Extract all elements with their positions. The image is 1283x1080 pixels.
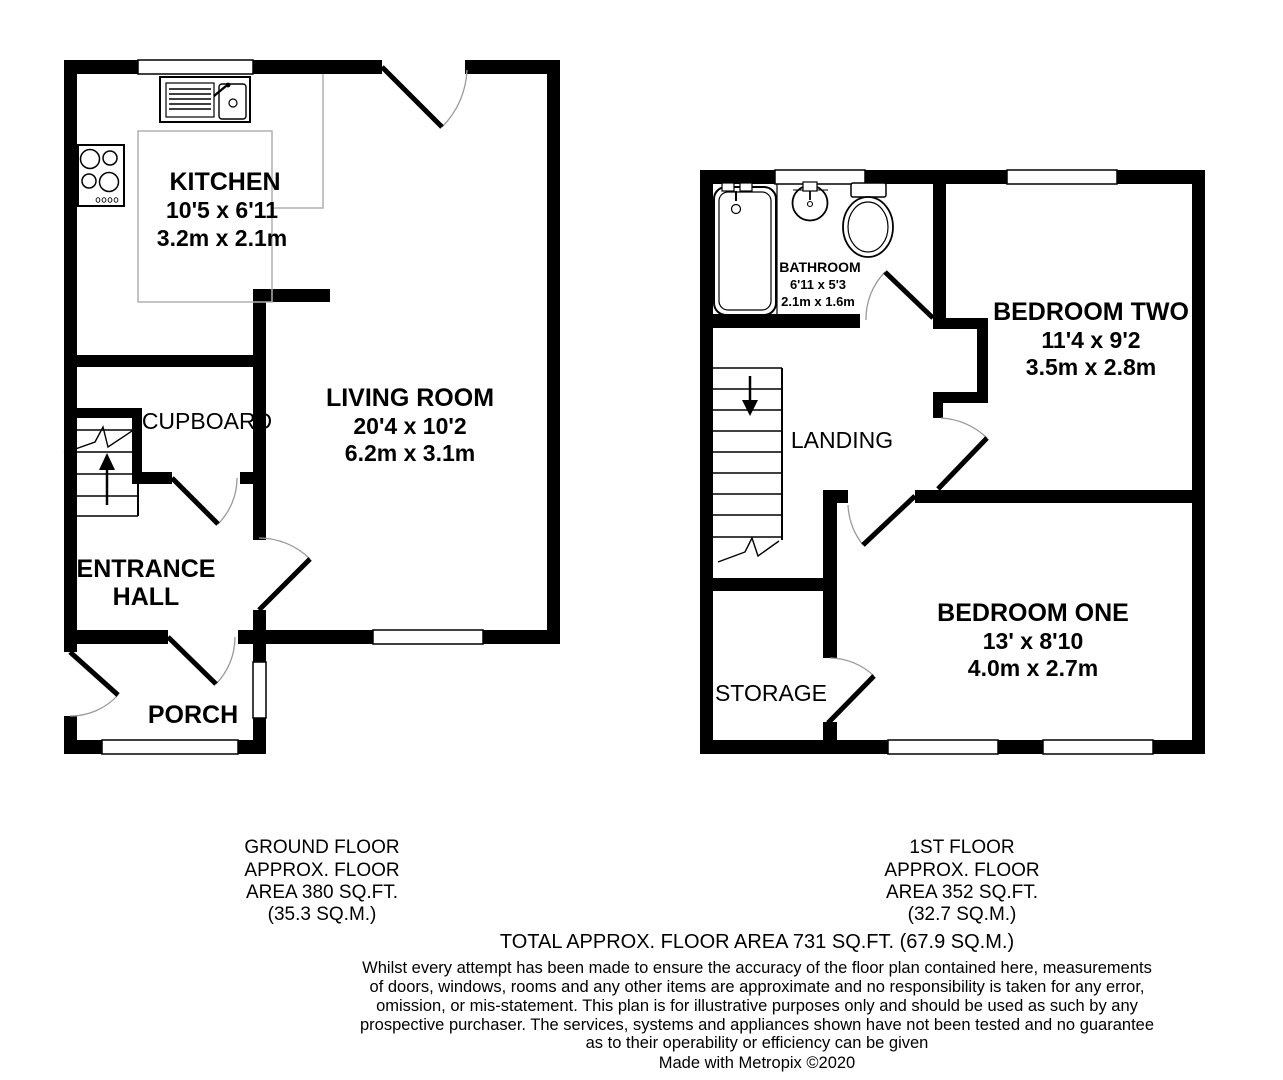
entrance-hall-label-line2: HALL: [112, 583, 180, 611]
kitchen-window: [138, 60, 253, 74]
ground-caption-line3: AREA 380 SQ.FT.: [245, 882, 399, 903]
bedroom-one-label: BEDROOM ONE: [937, 599, 1129, 627]
disclaimer-line3: omission, or mis-statement. This plan is for illustrative purposes only and should be used as such by any: [376, 997, 1138, 1015]
stairs-up-arrow-icon: [99, 453, 115, 505]
porch-side-window: [253, 662, 266, 718]
bathroom-window: [775, 170, 865, 184]
bedroom-one-window-right: [1043, 740, 1153, 754]
entrance-hall-label-line1: ENTRANCE: [76, 555, 216, 583]
staircase-first: [713, 368, 782, 562]
bedroom-one-size-metric: 4.0m x 2.7m: [967, 655, 1099, 681]
porch-front-window: [102, 740, 238, 754]
living-room-size-imperial: 20'4 x 10'2: [353, 413, 467, 439]
bedroom-two-label: BEDROOM TWO: [993, 298, 1189, 326]
kitchen-sink-icon: [160, 77, 250, 122]
bedroom-two-size-imperial: 11'4 x 9'2: [1041, 327, 1141, 353]
first-caption-line4: (32.7 SQ.M.): [907, 904, 1017, 925]
ground-caption-line4: (35.3 SQ.M.): [267, 904, 377, 925]
bedroom-two-size-metric: 3.5m x 2.8m: [1025, 354, 1157, 380]
bathroom-label: BATHROOM: [779, 259, 861, 275]
toilet-icon: [843, 183, 893, 257]
cupboard-label: CUPBOARD: [141, 408, 273, 434]
bedroom-one-size-imperial: 13' x 8'10: [982, 628, 1084, 654]
living-room-window: [373, 630, 483, 644]
first-floor-caption: [884, 837, 1039, 925]
total-floor-area: TOTAL APPROX. FLOOR AREA 731 SQ.FT. (67.9 SQ.M.): [499, 931, 1015, 953]
ground-floor-plan: [64, 60, 560, 754]
living-room-label: LIVING ROOM: [325, 384, 495, 412]
bedroom-two-window: [1007, 170, 1117, 184]
living-room-size-metric: 6.2m x 3.1m: [344, 440, 476, 466]
stove-icon: [78, 145, 124, 206]
kitchen-size-metric: 3.2m x 2.1m: [156, 225, 288, 251]
ground-caption-line1: GROUND FLOOR: [244, 837, 400, 858]
stairs-break-line: [718, 538, 779, 562]
disclaimer-line5: as to their operability or efficiency can be given: [585, 1034, 929, 1052]
bedroom-one-window-left: [888, 740, 998, 754]
disclaimer: [360, 959, 1154, 1052]
first-caption-line2: APPROX. FLOOR: [884, 860, 1040, 881]
disclaimer-line1: Whilst every attempt has been made to ensure the accuracy of the floor plan contained here, measurements: [362, 959, 1152, 977]
disclaimer-line4: prospective purchaser. The services, systems and appliances shown have not been tested and no guarantee: [359, 1016, 1155, 1034]
storage-label: STORAGE: [714, 680, 828, 706]
porch-label: PORCH: [147, 701, 239, 729]
first-caption-line3: AREA 352 SQ.FT.: [885, 882, 1039, 903]
ground-floor-caption: [244, 837, 399, 925]
bathtub-icon: [714, 183, 777, 315]
ground-caption-line2: APPROX. FLOOR: [244, 860, 400, 881]
first-caption-line1: 1ST FLOOR: [909, 837, 1015, 858]
landing-label: LANDING: [790, 427, 894, 453]
bathroom-size-metric: 2.1m x 1.6m: [781, 294, 855, 309]
metropix-credit: Made with Metropix ©2020: [658, 1054, 856, 1072]
basin-icon: [793, 182, 829, 221]
footer: [244, 837, 1154, 1072]
kitchen-size-imperial: 10'5 x 6'11: [166, 197, 278, 223]
disclaimer-line2: of doors, windows, rooms and any other items are approximate and no responsibility is taken for any error,: [369, 978, 1145, 996]
first-floor-plan: [700, 170, 1205, 754]
kitchen-label: KITCHEN: [169, 168, 281, 196]
bathroom-size-imperial: 6'11 x 5'3: [789, 277, 847, 292]
